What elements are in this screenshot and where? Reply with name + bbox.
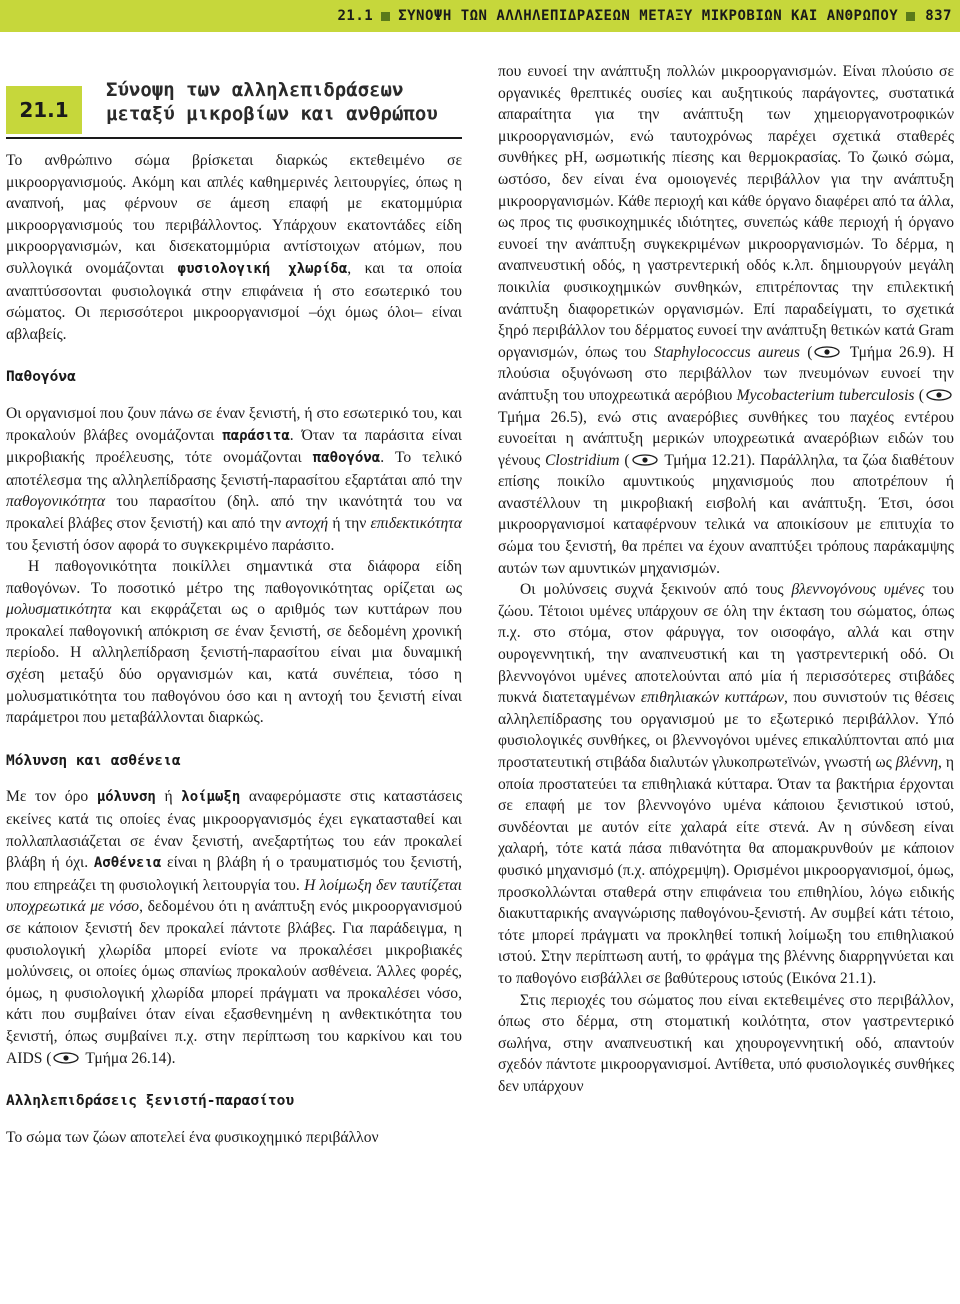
host-parasite-paragraph: Το σώμα των ζώων αποτελεί ένα φυσικοχημικό περιβάλλον [6, 1128, 379, 1146]
square-bullet-icon [906, 12, 915, 21]
cross-reference-link[interactable]: Τμήμα 12.21 [664, 451, 747, 469]
subheading-pathogens: Παθογόνα [6, 369, 76, 386]
left-column [6, 150, 462, 1148]
subheading-infection: Μόλυνση και ασθένεια [6, 752, 181, 769]
cross-reference-link[interactable]: Τμήμα 26.9 [849, 343, 927, 361]
header-section-number: 21.1 [337, 8, 374, 24]
title-divider [6, 137, 462, 139]
cross-reference-link[interactable]: Τμήμα 26.5 [498, 408, 578, 426]
page-number: 837 [925, 8, 952, 24]
cross-reference-eye-icon[interactable] [632, 454, 658, 466]
running-header [0, 0, 960, 32]
intro-paragraph: Το ανθρώπινο σώμα βρίσκεται διαρκώς εκτεθειμένο σε μικροοργανισμούς. Ακόμη και απλές καθημερινές λειτουργίες, όπως η αναπνοή, μας φέρνουν σε άμεση επαφή με εκατομμύρια μικροοργανισμούς του περιβάλλοντος. Υπάρχουν εκατοντάδες είδη μικροοργανισμών, και δισεκατομμύρια αντίστοιχων ατόμων, που συλλογικά ονομάζονται φυσιολογική χλωρίδα, και τα οποία αναπτύσσονται φυσιολογικά στην επιφάνεια ή στο εσωτερικό του σώματος. Οι περισσότεροι μικροοργανισμοί –όχι όμως όλοι– είναι αβλαβείς. [6, 152, 462, 343]
cross-reference-eye-icon[interactable] [53, 1052, 79, 1064]
header-chapter-title: ΣΥΝΟΨΗ ΤΩΝ ΑΛΛΗΛΕΠΙΔΡΑΣΕΩΝ ΜΕΤΑΞΥ ΜΙΚΡΟΒΙΩΝ ΚΑΙ ΑΝΘΡΩΠΟΥ [398, 8, 899, 24]
exposed-regions-paragraph: Στις περιοχές του σώματος που είναι εκτεθειμένες στο περιβάλλον, όπως στο δέρμα, στη στοματική κοιλότητα, στον γαστρεντερικό σωλήνα, στην αναπνευστική και χηουρογεννητική οδό, απαντούν σχεδόν πάντοτε μικροοργανισμοί. Αντίθετα, υπό φυσιολογικές συνθήκες δεν υπάρχουν [498, 991, 954, 1095]
cross-reference-eye-icon[interactable] [814, 346, 840, 358]
section-title: Σύνοψη των αλληλεπιδράσεων μεταξύ μικροβίων και ανθρώπου [106, 79, 438, 125]
cross-reference-link[interactable]: Τμήμα 26.14 [85, 1049, 167, 1067]
pathogens-paragraph-2: Η παθογονικότητα ποικίλλει σημαντικά στα διάφορα είδη παθογόνων. Το ποσοτικό μέτρο της παθογονικότητας ορίζεται ως μολυσματικότητα και εκφράζεται ως ο αριθμός των κυττάρων που προκαλεί παθογονική απόκριση σε έναν ξενιστή, σε δεδομένη χρονική περίοδο. Η αλληλεπίδραση ξενιστή-παρασίτου είναι μια δυναμική σχέση μεταξύ δύο οργανισμών και, κατά συνέπεια, τόσο η μολυσματικότητα του παθογόνου όσο και η αντοχή του ξενιστή είναι παράμετροι που μεταβάλλονται διαρκώς. [6, 558, 462, 727]
section-number-badge: 21.1 [6, 86, 82, 134]
infection-paragraph: Με τον όρο μόλυνση ή λοίμωξη αναφερόμαστε στις καταστάσεις εκείνες κατά τις οποίες ένας μικροοργανισμός έχει εγκατασταθεί και πολλαπλασιάζεται σε έναν ξενιστή, ανεξαρτήτως του εάν προκαλεί βλάβη ή όχι. Ασθένεια είναι η βλάβη ή ο τραυματισμός του ξενιστή, που επηρεάζει τη φυσιολογική λειτουργία του. Η λοίμωξη δεν ταυτίζεται υποχρεωτικά με νόσο, δεδομένου ότι η ανάπτυξη ενός μικροοργανισμού σε κάποιον ξενιστή δεν προκαλεί πάντοτε βλάβες. Για παράδειγμα, η φυσιολογική χλωρίδα μπορεί ενίοτε να προκαλέσει μικροβιακές μολύνσεις, οι οποίες όμως σπανίως προκαλούν ασθένεια. Άλλες φορές, όμως, η φυσιολογική χλωρίδα μπορεί πράγματι να προκαλέσει νόσο, κάτι που συμβαίνει όταν είναι εξασθενημένη η ανθεκτικότητα του ξενιστή, όπως συμβαίνει π.χ. στην περίπτωση του καρκίνου και του AIDS ( Τμήμα 26.14). [6, 788, 463, 1067]
pathogens-paragraph-1: Οι οργανισμοί που ζουν πάνω σε έναν ξενιστή, ή στο εσωτερικό του, και προκαλούν βλάβες ονομάζονται παράσιτα. Όταν τα παράσιτα είναι μικροβιακής προέλευσης, τότε ονομάζονται παθογόνα. Το τελικό αποτέλεσμα της αλληλεπίδρασης ξενιστή-παρασίτου εξαρτάται από την παθογονικότητα του παρασίτου (δηλ. από την ικανότητά του να προκαλεί βλάβες στον ξενιστή) και από την αντοχή ή την επιδεκτικότητα του ξενιστή όσον αφορά το συγκεκριμένο παράσιτο. [6, 404, 462, 554]
square-bullet-icon [381, 12, 390, 21]
mucous-membranes-paragraph: Οι μολύνσεις συχνά ξεκινούν από τους βλεννογόνους υμένες του ζώου. Τέτοιοι υμένες υπάρχουν σε όλη την έκταση του σώματος, όπως π.χ. στο στόμα, στον φάρυγγα, τον οισοφάγο, αλλά και στην ουρογεννητική, την αναπνευστική και τη γαστρεντερική οδό. Οι βλεννογόνοι υμένες αποτελούνται από μία ή περισσότερες στιβάδες πυκνά διατεταγμένων επιθηλιακών κυττάρων, που συνιστούν τις θέσεις αλληλεπίδρασης του οργανισμού με το εξωτερικό περιβάλλον. Υπό φυσιολογικές συνθήκες, οι βλεννογόνοι υμένες επικαλύπτονται από μια προστατευτική στιβάδα διαλυτών γλυκοπρωτεϊνών, γνωστή ως βλέννη, η οποία προστατεύει τα επιθηλιακά κύτταρα. Όταν τα βακτήρια έρχονται σε επαφή με τον βλεννογόνο υμένα κάποιου ξενιστικού ιστού, συνδέονται με αυτόν είτε χαλαρά είτε στενά. Αν η σύνδεση είναι χαλαρή, τότε κατά πάσα πιθανότητα θα απομακρυνθούν με κάποιον φυσικό μηχανισμό (π.χ. απόχρεμψη). Ορισμένοι μικροοργανισμοί, όμως, προσκολλώνται σταθερά στην επιφάνεια του επιθηλίου, λόγω ειδικής διακυτταρικής αναγνώρισης παθογόνου-ξενιστή. Αν συμβεί κάτι τέτοιο, τότε μπορεί πράγματι να προκληθεί τοπική λοίμωξη του επιθηλιακού ιστού. Στην περίπτωση αυτή, το φράγμα της βλέννης διαρρηγνύεται και το παθογόνο εισβάλλει σε βαθύτερους ιστούς (Εικόνα 21.1). [498, 581, 955, 987]
subheading-host-parasite: Αλληλεπιδράσεις ξενιστή-παρασίτου [6, 1093, 295, 1110]
right-column [498, 61, 954, 1098]
environment-paragraph: που ευνοεί την ανάπτυξη πολλών μικροοργανισμών. Είναι πλούσιο σε οργανικές θρεπτικές ουσίες και αυξητικούς παράγοντες, συστατικά απαραίτητα για την ανάπτυξη των χημειοργανοτροφικών μικροοργανισμών, ενώ ταυτοχρόνως παρέχει σχετικά σταθερές συνθήκες pH, ωσμωτικής πίεσης και θερμοκρασίας. Το ζωικό σώμα, ωστόσο, δεν είναι ένα ομοιογενές περιβάλλον για την ανάπτυξη μικροοργανισμών. Κάθε περιοχή και κάθε όργανο διαφέρει από τα άλλα, ως προς τις φυσικοχημικές ιδιότητες, συνεπώς κάθε περιοχή ή όργανο ευνοεί την ανάπτυξη συγκεκριμένων μικροοργανισμών. Το δέρμα, η αναπνευστική οδός, η γαστρεντερική οδός κ.λπ. δημιουργούν μεγάλη ποικιλία φυσικοχημικών συνθηκών, επιτρέποντας την επιλεκτική ανάπτυξη διαφορετικών οργανισμών. Επί παραδείγματι, το σχετικά ξηρό περιβάλλον του δέρματος ευνοεί την ανάπτυξη θετικών κατά Gram οργανισμών, όπως του Staphylococcus aureus ( Τμήμα 26.9). Η πλούσια οξυγόνωση στο περιβάλλον των πνευμόνων ευνοεί την ανάπτυξη του υποχρεωτικά αερόβιου Mycobacterium tuberculosis ( Τμήμα 26.5), ενώ στις αναερόβιες συνθήκες του παχέος εντέρου ευνοείται η ανάπτυξη μερικών υποχρεωτικά αναερόβιων ειδών του γένους Clostridium ( Τμήμα 12.21). Παράλληλα, τα ζώα διαθέτουν επίσης ποικίλο αμυντικούς μηχανισμούς που αποτρέπουν ή αναστέλλουν τη μικροβιακή εισβολή και ανάπτυξη. Έτσι, όσοι μικροοργανισμοί καταφέρνουν τελικά να αποικίσουν με επιτυχία το σώμα του ξενιστή, θα πρέπει να έχουν αναπτύξει τρόπους παράκαμψης αυτών των αμυντικών μηχανισμών. [498, 63, 955, 577]
cross-reference-eye-icon[interactable] [926, 389, 952, 401]
